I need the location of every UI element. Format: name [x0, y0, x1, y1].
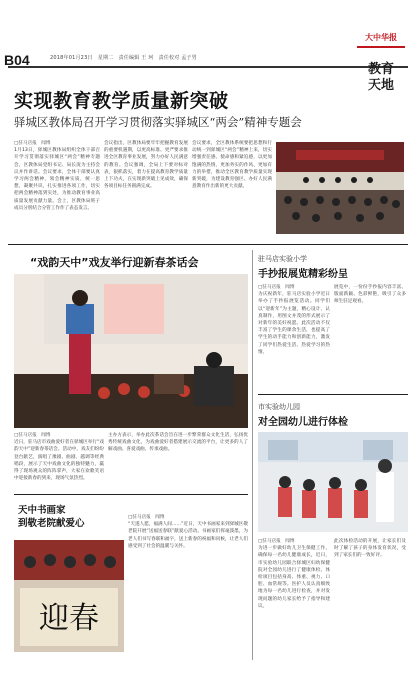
xiqu-body-1: 近日，驻马店市戏曲爱好者在驿城区举行“戏韵天中”迎新春茶话会。活动中，戏友们纷纷登台献艺，演唱了豫剧、曲剧、越调等经典唱段，展示了天中戏曲文化的独特魅力，赢得了现场观众的阵阵掌声，大家在欢歌笑语中迎接新春的到来，现场气氛热烈。 [14, 440, 104, 482]
lead-column-2: 会议指出，区教体局要牢牢把握教育发展的重要机遇期，以更高标准、更严要求推进全区教育事业发展，努力办好人民满意的教育。会议强调，全局上下要对标对表，狠抓落实，着力在提高教育教学质量上下功夫，在实现新突破上见成效，确保各项目标任务圆满完成。 [104, 141, 188, 190]
xiqu-photo [14, 274, 248, 428]
issue-meta: 2018年01月23日 星期二 责任编辑 王 珂 责任校对 孟子男 [50, 55, 197, 61]
xiqu-column-2: 主办方表示，举办此次茶话会旨在进一步繁荣群众文化生活，弘扬优秀传统戏曲文化，为戏曲爱好者搭建展示交流的平台，让更多的人了解戏曲、喜爱戏曲、传承戏曲。 [108, 433, 248, 453]
xiqu-headline: “戏韵天中”戏友举行迎新春茶话会 [30, 256, 199, 269]
shiyan-column-2: 展览中，一份份手抄报内容丰富、版面新颖、色彩鲜艳，吸引了众多师生驻足观看。 [334, 285, 406, 305]
shiyan-body-1: 为庆祝新年，驻马店实验小学近日举办了手抄报展览活动。同学们以“迎新年”为主题，精心设计、认真制作，用图文并茂的形式展示了对新年的美好祝愿。此次活动不仅丰富了学生的课余生活，也提高了学生的动手能力和创新能力，激发了同学们热爱生活、热爱学习的热情。 [258, 292, 330, 355]
column-divider [252, 250, 253, 660]
shiyan-headline: 手抄报展览精彩纷呈 [258, 269, 348, 280]
lead-byline: □驻马店报 闻博 [14, 141, 51, 146]
page-number: B04 [4, 52, 30, 68]
shiyan-column-1 [258, 284, 330, 390]
shuhua-column [128, 514, 248, 654]
shiyan-byline: □驻马店报 闻博 [258, 285, 295, 290]
calligraphy-text: 迎春 [39, 601, 99, 636]
youer-byline: □驻马店报 闻博 [258, 539, 295, 544]
meeting-photo [276, 142, 404, 234]
youer-divider [258, 394, 408, 395]
header-rule [8, 48, 408, 68]
shuhua-body: “天遂人愿，福满人间……”近日，天中书画家来到驿城区敬老院开展“送福送春联”献爱心活动。书画家们挥毫泼墨，为老人们书写春联和福字，送上新春的祝福和问候，让老人们感受到了社会的温暖与关怀。 [128, 522, 248, 549]
section-logo [355, 10, 407, 106]
shuhua-headline: 天中书画家 到敬老院献爱心 [18, 505, 85, 529]
youer-kicker: 市实验幼儿园 [258, 403, 300, 411]
youer-body-1: 为进一步做好幼儿卫生保健工作，确保每一名幼儿健康成长，近日，市实验幼儿园联合驿城区妇幼保健院对全园幼儿进行了健康体检。体检项目包括身高、体重、视力、口腔、血常规等。医护人员认真细致地为每一名幼儿进行检查，并对发现问题的幼儿家长给予了指导和建议。 [258, 546, 330, 609]
youer-photo [258, 432, 408, 532]
shiyan-kicker: 驻马店实验小学 [258, 255, 307, 263]
section-divider [8, 244, 408, 245]
shuhua-photo [14, 540, 124, 652]
xiqu-byline: □驻马店报 闻博 [14, 433, 51, 438]
lead-subheadline: 驿城区教体局召开学习贯彻落实驿城区“两会”精神专题会 [14, 115, 302, 129]
lead-column-1 [14, 140, 100, 240]
lead-body-1: 1月13日，驿城区教体局组织全体干部召开学习贯彻落实驿城区“两会”精神专题会，区教体局党组书记、局长庞为主持会议并作讲话。会议要求，全体干部要认真学习两会精神，领会精神实质，统一思想，凝聚共识，扎实推进各项工作，切实把两会精神落到实处，为推动教育事业高质量发展贡献力量。会上，区教体局班子成员分别结合分管工作作了表态发言。 [14, 148, 100, 211]
youer-column-1 [258, 538, 330, 658]
xiqu-column-1 [14, 432, 104, 488]
youer-column-2: 此次体检活动的开展，让家长们及时了解了孩子的身体发育状况，受到了家长们的一致好评。 [334, 539, 406, 559]
lead-column-3: 会议要求，全区教体系统要把思想和行动统一到驿城区“两会”精神上来，切实增强责任感、使命感和紧迫感，以更加饱满的热情、更加务实的作风、更加有力的举措，推动全区教育教学质量实现新突破，为建设教育强区、办好人民满意教育作出新的更大贡献。 [192, 141, 272, 190]
shuhua-divider [14, 494, 248, 495]
youer-headline: 对全园幼儿进行体检 [258, 417, 348, 428]
logo-divider [357, 46, 405, 48]
paper-name: 大中华报 [365, 32, 397, 42]
lead-headline: 实现教育教学质量新突破 [14, 90, 229, 112]
shuhua-byline: □驻马店报 闻博 [128, 515, 165, 520]
section-name: 教育 天地 [367, 62, 394, 93]
